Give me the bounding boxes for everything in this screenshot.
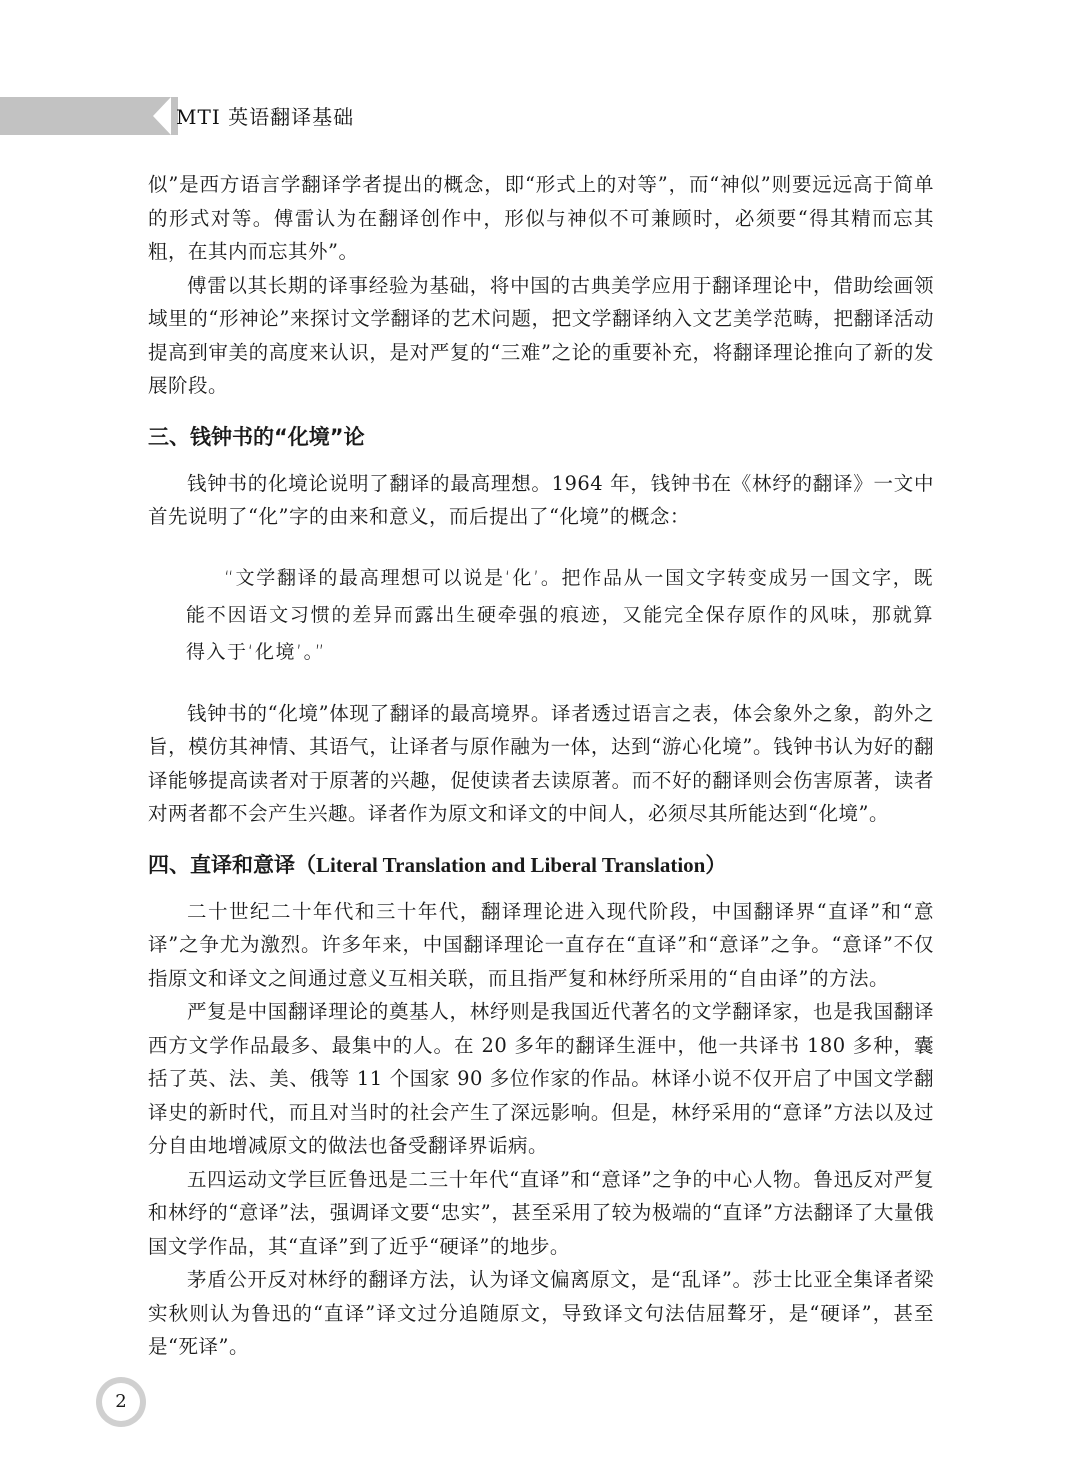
paragraph-luxun: 五四运动文学巨匠鲁迅是二三十年代“直译”和“意译”之争的中心人物。鲁迅反对严复和林纾的“意译”法，强调译文要“忠实”，甚至采用了较为极端的“直译”方法翻译了大量俄国文学作品，其“直译”到了近乎“硬译”的地步。 <box>148 1167 934 1258</box>
paragraph-maodun: 茅盾公开反对林纾的翻译方法，认为译文偏离原文，是“乱译”。莎士比亚全集译者梁实秋则认为鲁迅的“直译”译文过分追随原文，导致译文句法佶屈聱牙，是“硬译”，甚至是“死译”。 <box>148 1268 934 1358</box>
page-body <box>148 168 934 1364</box>
paragraph-huajing-after: 钱钟书的“化境”体现了翻译的最高境界。译者透过语言之表，体会象外之象，韵外之旨，模仿其神情、其语气，让译者与原作融为一体，达到“游心化境”。钱钟书认为好的翻译能够提高读者对于原著的兴趣，促使读者去读原著。而不好的翻译则会伤害原著，读者对两者都不会产生兴趣。译者作为原文和译文的中间人，必须尽其所能达到“化境”。 <box>148 701 934 825</box>
paragraph-yanfu-linshu: 严复是中国翻译理论的奠基人，林纾则是我国近代著名的文学翻译家，也是我国翻译西方文学作品最多、最集中的人。在 20 多年的翻译生涯中，他一共译书 180 多种，囊括了英、法、美、俄等 11 个国家 90 多位作家的作品。林译小说不仅开启了中国文学翻译史的新时代，而且对当时的社会产生了深远影响。但是，林纾采用的“意译”方法以及过分自由地增减原文的做法也备受翻译界诟病。 <box>148 1000 934 1157</box>
header-notch <box>153 97 171 135</box>
page-number: 2 <box>102 1383 140 1421</box>
block-quote: “文学翻译的最高理想可以说是‘化’。把作品从一国文字转变成另一国文字，既能不因语文习惯的差异而露出生硬牵强的痕迹，又能完全保存原作的风味，那就算得入于‘化境’。” <box>186 566 934 663</box>
paragraph-fulei: 傅雷以其长期的译事经验为基础，将中国的古典美学应用于翻译理论中，借助绘画领域里的“形神论”来探讨文学翻译的艺术问题，把文学翻译纳入文艺美学范畴，把翻译活动提高到审美的高度来认识，是对严复的“三难”之论的重要补充，将翻译理论推向了新的发展阶段。 <box>148 273 934 397</box>
paragraph-continued: 似”是西方语言学翻译学者提出的概念，即“形式上的对等”，而“神似”则要远远高于简单的形式对等。傅雷认为在翻译创作中，形似与神似不可兼顾时，必须要“得其精而忘其粗，在其内而忘其外”。 <box>148 173 934 263</box>
header-band <box>0 97 178 135</box>
running-header-title: MTI 英语翻译基础 <box>176 105 355 129</box>
paragraph-debate: 二十世纪二十年代和三十年代，翻译理论进入现代阶段，中国翻译界“直译”和“意译”之争尤为激烈。许多年来，中国翻译理论一直存在“直译”和“意译”之争。“意译”不仅指原文和译文之间通过意义互相关联，而且指严复和林纾所采用的“自由译”的方法。 <box>148 899 934 990</box>
heading-en: Literal Translation and Liberal Translation <box>316 852 706 877</box>
heading-cn-prefix: 四、直译和意译（ <box>148 852 316 877</box>
paragraph-huajing-intro: 钱钟书的化境论说明了翻译的最高理想。1964 年，钱钟书在《林纾的翻译》一文中首先说明了“化”字的由来和意义，而后提出了“化境”的概念： <box>148 471 934 528</box>
heading-cn-suffix: ） <box>705 852 727 877</box>
section-heading-huajing: 三、钱钟书的“化境”论 <box>148 424 365 449</box>
section-heading-literal-liberal <box>148 849 934 881</box>
